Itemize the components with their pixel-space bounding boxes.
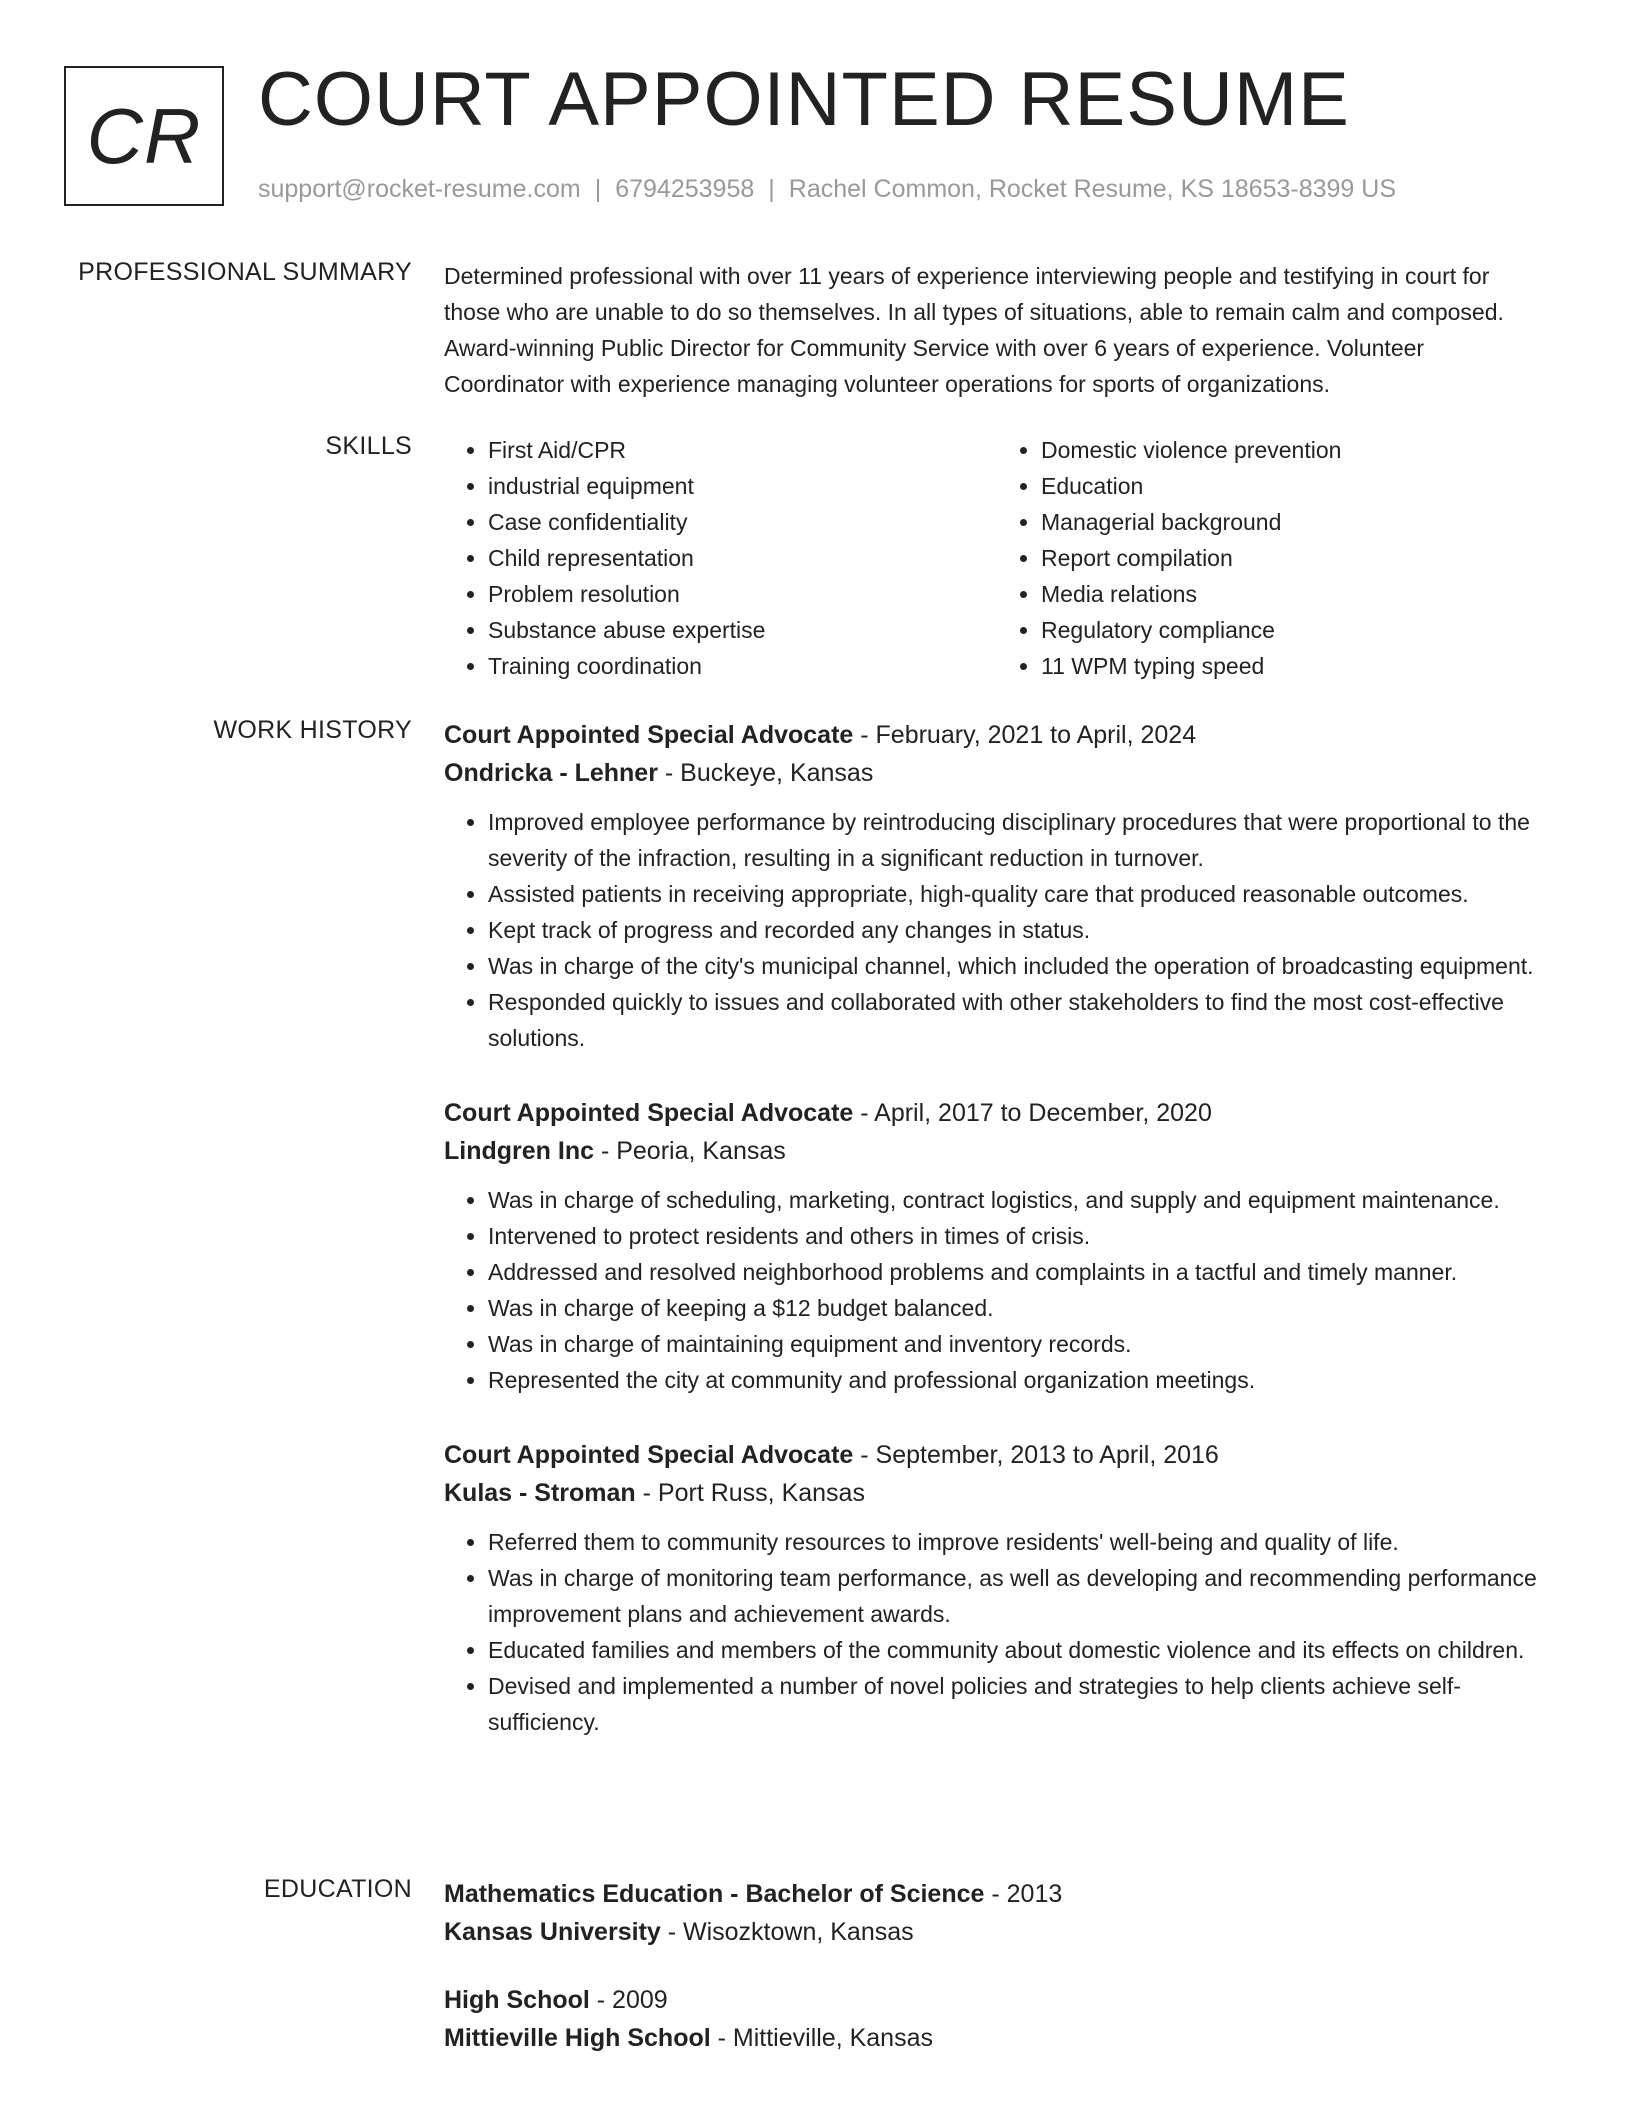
job-bullet: • Kept track of progress and recorded any changes in status.	[488, 912, 1550, 948]
contact-email[interactable]: support@rocket-resume.com	[258, 175, 581, 203]
resume-name: COURT APPOINTED RESUME	[258, 57, 1350, 142]
job-title-line	[444, 1094, 1550, 1132]
job-bullet: • Referred them to community resources to improve residents' well-being and quality of life.	[488, 1524, 1550, 1560]
job-location: - Port Russ, Kansas	[635, 1479, 865, 1507]
skills-column-right	[997, 432, 1550, 684]
job-bullet: • Was in charge of keeping a $12 budget balanced.	[488, 1290, 1550, 1326]
job-dates: - September, 2013 to April, 2016	[853, 1441, 1219, 1469]
skill-item: • Substance abuse expertise	[488, 612, 997, 648]
job-dates: - February, 2021 to April, 2024	[853, 721, 1197, 749]
education-location: - Wisozktown, Kansas	[660, 1918, 914, 1946]
job-company-line	[444, 1132, 1550, 1170]
job-title-line	[444, 716, 1550, 754]
job-bullet: • Addressed and resolved neighborhood problems and complaints in a tactful and timely manner.	[488, 1254, 1550, 1290]
job-bullet: • Intervened to protect residents and others in times of crisis.	[488, 1218, 1550, 1254]
skill-item: • Education	[1041, 468, 1550, 504]
job-role: Court Appointed Special Advocate	[444, 721, 854, 749]
contact-separator: |	[594, 175, 602, 203]
education-school: Mittieville High School	[444, 2024, 711, 2052]
job-bullet: • Was in charge of scheduling, marketing, contract logistics, and supply and equipment maintenance.	[488, 1182, 1550, 1218]
job-company-line	[444, 754, 1550, 792]
contact-phone[interactable]: 6794253958	[615, 175, 755, 203]
contact-separator: |	[768, 175, 775, 203]
job-bullet: • Was in charge of maintaining equipment and inventory records.	[488, 1326, 1550, 1362]
skill-item: • Domestic violence prevention	[1041, 432, 1550, 468]
skill-item: • Report compilation	[1041, 540, 1550, 576]
job-location: - Buckeye, Kansas	[657, 759, 874, 787]
skill-item: • Regulatory compliance	[1041, 612, 1550, 648]
job-dates: - April, 2017 to December, 2020	[853, 1099, 1212, 1127]
education-year: - 2009	[589, 1986, 668, 2014]
job-entry	[444, 716, 1550, 1056]
education-school-line	[444, 1913, 1550, 1951]
monogram-logo: CR	[64, 66, 224, 206]
education-degree: Mathematics Education - Bachelor of Science	[444, 1880, 985, 1908]
education-location: - Mittieville, Kansas	[710, 2024, 933, 2052]
skill-item: • First Aid/CPR	[488, 432, 997, 468]
skill-item: • Training coordination	[488, 648, 997, 684]
skill-item: • 11 WPM typing speed	[1041, 648, 1550, 684]
skill-item: • Case confidentiality	[488, 504, 997, 540]
education-entry	[444, 1981, 1550, 2057]
education-degree: High School	[444, 1986, 590, 2014]
job-bullet: • Was in charge of the city's municipal channel, which included the operation of broadcasting equipment.	[488, 948, 1550, 984]
job-role: Court Appointed Special Advocate	[444, 1099, 854, 1127]
education-degree-line	[444, 1981, 1550, 2019]
summary-text: Determined professional with over 11 years of experience interviewing people and testifying in court for those who are unable to do so themselves. In all types of situations, able to remain calm and composed. Award-winning Public Director for Community Service with over 6 years of experience. Volunteer Coordinator with experience managing volunteer operations for sports of organizations.	[444, 263, 1504, 397]
education-year: - 2013	[984, 1880, 1063, 1908]
education-degree-line	[444, 1875, 1550, 1913]
job-company: Kulas - Stroman	[444, 1479, 636, 1507]
skill-item: • Problem resolution	[488, 576, 997, 612]
job-bullets	[444, 804, 1550, 1056]
work-history-title: WORK HISTORY	[213, 716, 412, 744]
education-school-line	[444, 2019, 1550, 2057]
education-entry	[444, 1875, 1550, 1951]
job-bullet: • Educated families and members of the community about domestic violence and its effects on children.	[488, 1632, 1550, 1668]
job-role: Court Appointed Special Advocate	[444, 1441, 854, 1469]
skills-column-left	[444, 432, 997, 684]
job-bullet: • Improved employee performance by reintroducing disciplinary procedures that were proportional to the severity of the infraction, resulting in a significant reduction in turnover.	[488, 804, 1550, 876]
contact-line	[258, 175, 1396, 204]
job-bullet: • Was in charge of monitoring team performance, as well as developing and recommending performance improvement plans and achievement awards.	[488, 1560, 1550, 1632]
skill-item: • industrial equipment	[488, 468, 997, 504]
education-title: EDUCATION	[263, 1875, 412, 1903]
skills-title: SKILLS	[325, 432, 412, 460]
job-bullet: • Devised and implemented a number of novel policies and strategies to help clients achieve self-sufficiency.	[488, 1668, 1550, 1740]
job-title-line	[444, 1436, 1550, 1474]
job-company: Lindgren Inc	[444, 1137, 594, 1165]
job-entry	[444, 1094, 1550, 1398]
skills-list	[444, 432, 1550, 684]
job-location: - Peoria, Kansas	[594, 1137, 786, 1165]
skill-item: • Managerial background	[1041, 504, 1550, 540]
job-company: Ondricka - Lehner	[444, 759, 658, 787]
job-bullet: • Represented the city at community and professional organization meetings.	[488, 1362, 1550, 1398]
summary-title: PROFESSIONAL SUMMARY	[78, 258, 412, 286]
job-entry	[444, 1436, 1550, 1740]
job-bullets	[444, 1524, 1550, 1740]
skill-item: • Media relations	[1041, 576, 1550, 612]
job-bullet: • Assisted patients in receiving appropriate, high-quality care that produced reasonable outcomes.	[488, 876, 1550, 912]
job-company-line	[444, 1474, 1550, 1512]
job-bullet: • Responded quickly to issues and collaborated with other stakeholders to find the most cost-effective solutions.	[488, 984, 1550, 1056]
education-school: Kansas University	[444, 1918, 661, 1946]
contact-address: Rachel Common, Rocket Resume, KS 18653-8399 US	[788, 175, 1397, 203]
job-bullets	[444, 1182, 1550, 1398]
skill-item: • Child representation	[488, 540, 997, 576]
